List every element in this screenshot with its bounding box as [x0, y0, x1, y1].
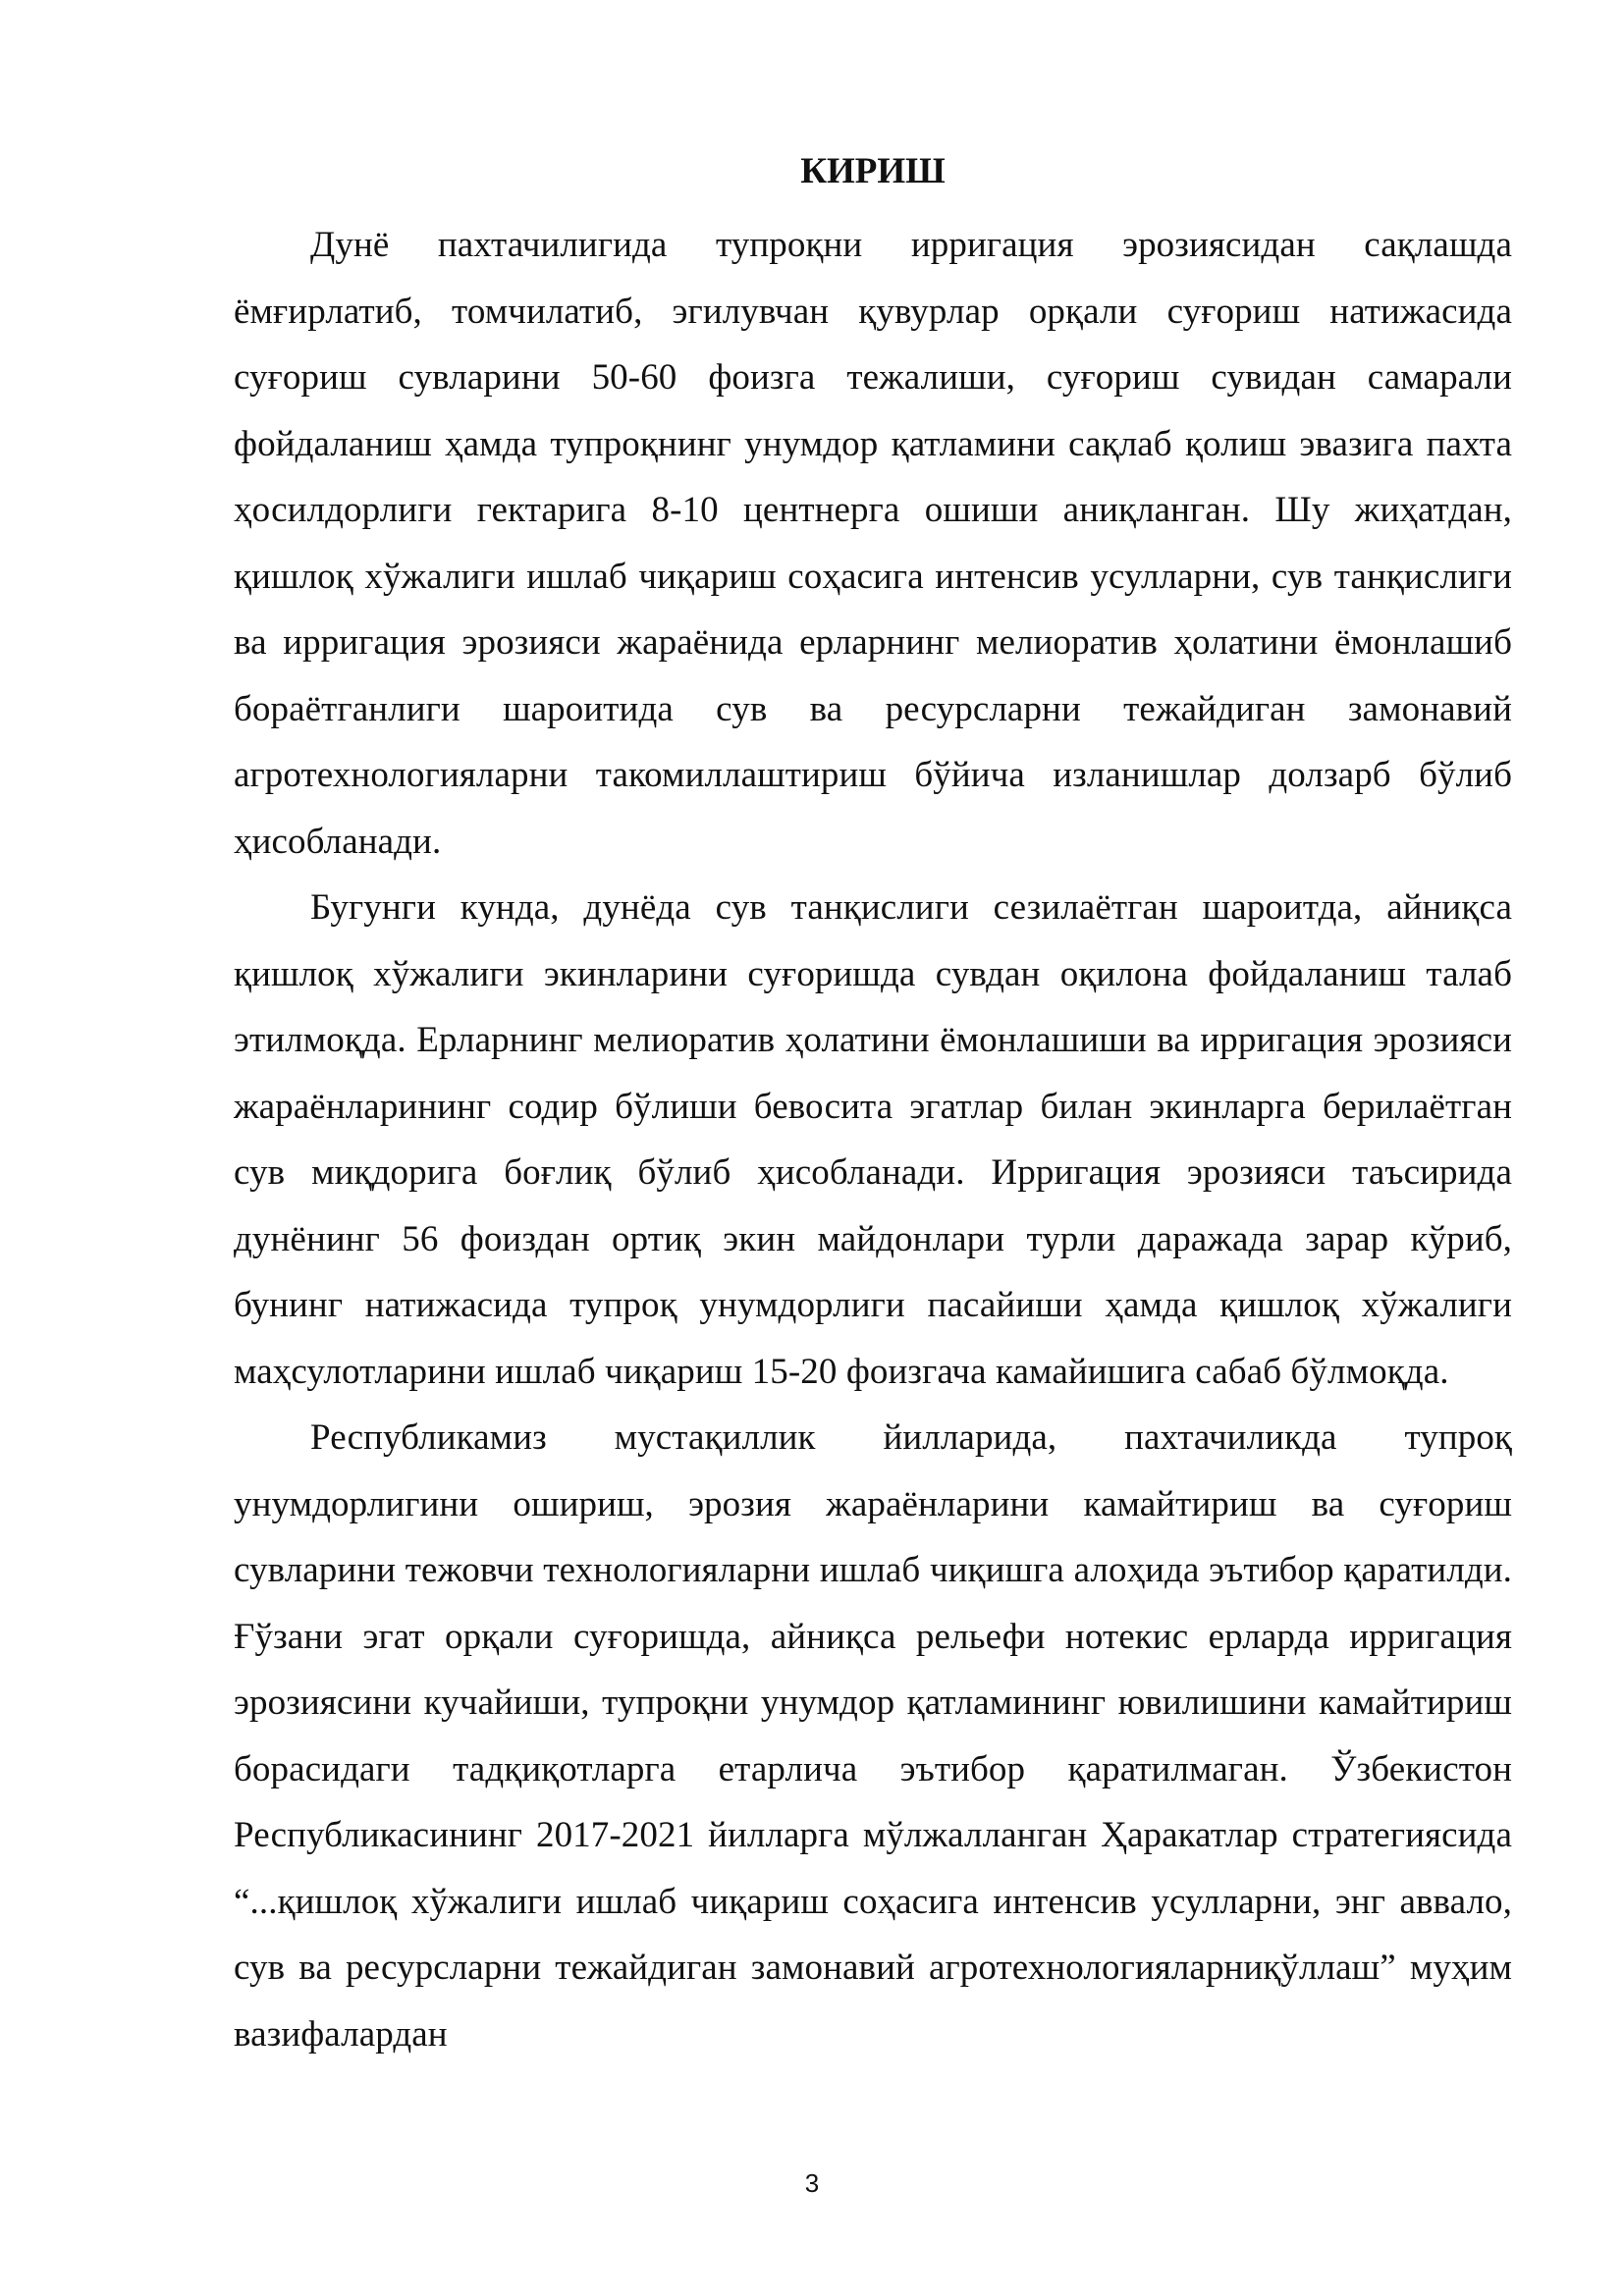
- page-number: 3: [804, 2168, 820, 2198]
- page-title: КИРИШ: [800, 151, 946, 191]
- paragraph-1: Дунё пахтачилигида тупроқни ирригация эрозиясидан сақлашда ёмғирлатиб, томчилатиб, эгилувчан қувурлар орқали суғориш натижасида суғориш сувларини 50-60 фоизга тежалиши, суғориш сувидан самарали фойдаланиш ҳамда тупроқнинг унумдор қатламини сақлаб қолиш эвазига пахта ҳосилдорлиги гектарига 8-10 центнерга ошиши аниқланган. Шу жиҳатдан, қишлоқ хўжалиги ишлаб чиқариш соҳасига интенсив усулларни, сув танқислиги ва ирригация эрозияси жараёнида ерларнинг мелиоратив ҳолатини ёмонлашиб бораётганлиги шароитида сув ва ресурсларни тежайдиган замонавий агротехнологияларни такомиллаштириш бўйича изланишлар долзарб бўлиб ҳисобланади.: [234, 225, 1512, 862]
- paragraph-3: Республикамиз мустақиллик йилларида, пахтачиликда тупроқ унумдорлигини ошириш, эрозия жараёнларини камайтириш ва суғориш сувларини тежовчи технологияларни ишлаб чиқишга алоҳида эътибор қаратилди. Ғўзани эгат орқали суғоришда, айниқса рельефи нотекис ерларда ирригация эрозиясини кучайиши, тупроқни унумдор қатламининг ювилишини камайтириш борасидаги тадқиқотларга етарлича эътибор қаратилмаган. Ўзбекистон Республикасининг 2017-2021 йилларга мўлжалланган Ҳаракатлар стратегиясида “...қишлоқ хўжалиги ишлаб чиқариш соҳасига интенсив усулларни, энг аввало, сув ва ресурсларни тежайдиган замонавий агротехнологияларниқўллаш” муҳим вазифалардан: [234, 1417, 1512, 2055]
- paragraph-2: Бугунги кунда, дунёда сув танқислиги сезилаётган шароитда, айниқса қишлоқ хўжалиги экинларини суғоришда сувдан оқилона фойдаланиш талаб этилмоқда. Ерларнинг мелиоратив ҳолатини ёмонлашиши ва ирригация эрозияси жараёнларининг содир бўлиши бевосита эгатлар билан экинларга берилаётган сув миқдорига боғлиқ бўлиб ҳисобланади. Ирригация эрозияси таъсирида дунёнинг 56 фоиздан ортиқ экин майдонлари турли даражада зарар кўриб, бунинг натижасида тупроқ унумдорлиги пасайиши ҳамда қишлоқ хўжалиги маҳсулотларини ишлаб чиқариш 15-20 фоизгача камайишига сабаб бўлмоқда.: [234, 887, 1512, 1392]
- body-text: [234, 212, 1512, 2067]
